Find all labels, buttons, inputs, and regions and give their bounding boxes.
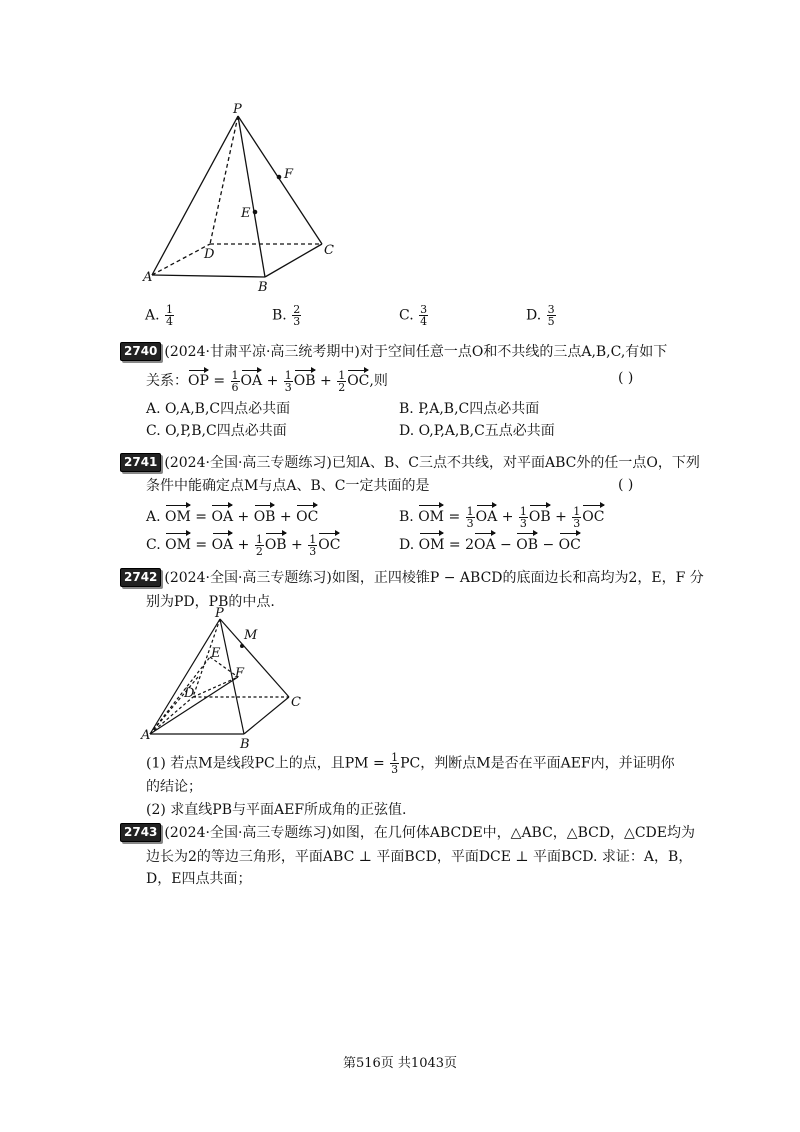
q2742-line1: 2742 (2024·全国·高三专题练习)如图，正四棱锥P − ABCD的底面边长和高均为2，E，F 分 bbox=[120, 568, 704, 588]
q2742-sub2: (2) 求直线PB与平面AEF所成角的正弦值. bbox=[146, 802, 407, 818]
label-f: F bbox=[235, 666, 245, 681]
page-footer: 第516页 共1043页 bbox=[342, 1056, 458, 1071]
q2740-option-a[interactable]: A. O,A,B,C四点必共面 bbox=[146, 401, 291, 417]
label-b: B bbox=[258, 280, 268, 295]
q2740-option-c[interactable]: C. O,P,B,C四点必共面 bbox=[146, 423, 287, 439]
label-e: E bbox=[211, 646, 221, 661]
q2740-answer-paren[interactable]: ( ) bbox=[618, 370, 634, 386]
prev-option-c[interactable]: C. $\frac{3}{4}$ bbox=[399, 303, 428, 328]
q2741-option-b[interactable]: B. OM = $\frac{1}{3}$ OA + $\frac{1}{3}$ OB + $\frac{1}{3}$ OC bbox=[399, 502, 605, 529]
q2743-line1: 2743 (2024·全国·高三专题练习)如图，在几何体ABCDE中，△ABC，△BCD，△CDE均为 bbox=[120, 823, 695, 843]
label-e: E bbox=[241, 206, 251, 221]
label-c: C bbox=[291, 695, 301, 710]
q2743-line3: D，E四点共面； bbox=[146, 871, 252, 887]
q2742-sub1-line2: 的结论； bbox=[146, 779, 202, 795]
pyramid-figure-1 bbox=[140, 100, 340, 295]
label-d: D bbox=[184, 686, 195, 701]
label-a: A bbox=[143, 270, 153, 285]
q2741-option-c[interactable]: C. OM = OA + $\frac{1}{2}$ OB + $\frac{1}{3}$ OC bbox=[146, 530, 340, 557]
q2741-answer-paren[interactable]: ( ) bbox=[618, 477, 634, 493]
q2740-line2: 关系：OP = $\frac{1}{6}$ OA + $\frac{1}{3}$ OB + $\frac{1}{2}$ OC,则 bbox=[146, 368, 388, 394]
point-f bbox=[277, 175, 282, 180]
q2741-line1: 2741 (2024·全国·高三专题练习)已知A、B、C三点不共线，对平面ABC外的任一点O，下列 bbox=[120, 453, 700, 473]
label-f: F bbox=[284, 167, 294, 182]
q2740-line1: 2740 (2024·甘肃平凉·高三统考期中)对于空间任意一点O和不共线的三点A,B,C,有如下 bbox=[120, 342, 667, 362]
q2741-option-a[interactable]: A. OM = OA + OB + OC bbox=[146, 502, 318, 528]
q2742-line2: 别为PD，PB的中点. bbox=[146, 594, 275, 610]
label-p: P bbox=[215, 606, 224, 621]
question-number-2742: 2742 bbox=[120, 568, 161, 587]
prev-option-a[interactable]: A. $\frac{1}{4}$ bbox=[145, 303, 174, 328]
label-d: D bbox=[204, 247, 215, 262]
label-c: C bbox=[324, 243, 334, 258]
point-m bbox=[240, 644, 244, 648]
q2740-option-d[interactable]: D. O,P,A,B,C五点必共面 bbox=[399, 423, 555, 439]
question-number-2740: 2740 bbox=[120, 342, 161, 361]
question-number-2743: 2743 bbox=[120, 823, 161, 842]
label-p: P bbox=[233, 102, 242, 117]
point-e bbox=[253, 210, 258, 215]
question-number-2741: 2741 bbox=[120, 453, 161, 472]
q2741-option-d[interactable]: D. OM = 2OA − OB − OC bbox=[399, 530, 581, 556]
pyramid-figure-2 bbox=[138, 605, 313, 750]
label-a: A bbox=[141, 728, 151, 743]
label-m: M bbox=[244, 628, 258, 643]
q2743-line2: 边长为2的等边三角形，平面ABC ⊥ 平面BCD，平面DCE ⊥ 平面BCD. 求证：A，B， bbox=[146, 849, 693, 865]
q2740-option-b[interactable]: B. P,A,B,C四点必共面 bbox=[399, 401, 540, 417]
prev-option-b[interactable]: B. $\frac{2}{3}$ bbox=[272, 303, 301, 328]
label-b: B bbox=[240, 737, 250, 750]
q2742-sub1: (1) 若点M是线段PC上的点，且PM = $\frac{1}{3}$ PC，判断点M是否在平面AEF内，并证明你 bbox=[146, 751, 675, 776]
prev-option-d[interactable]: D. $\frac{3}{5}$ bbox=[526, 303, 555, 328]
q2741-line2: 条件中能确定点M与点A、B、C一定共面的是 bbox=[146, 478, 430, 494]
